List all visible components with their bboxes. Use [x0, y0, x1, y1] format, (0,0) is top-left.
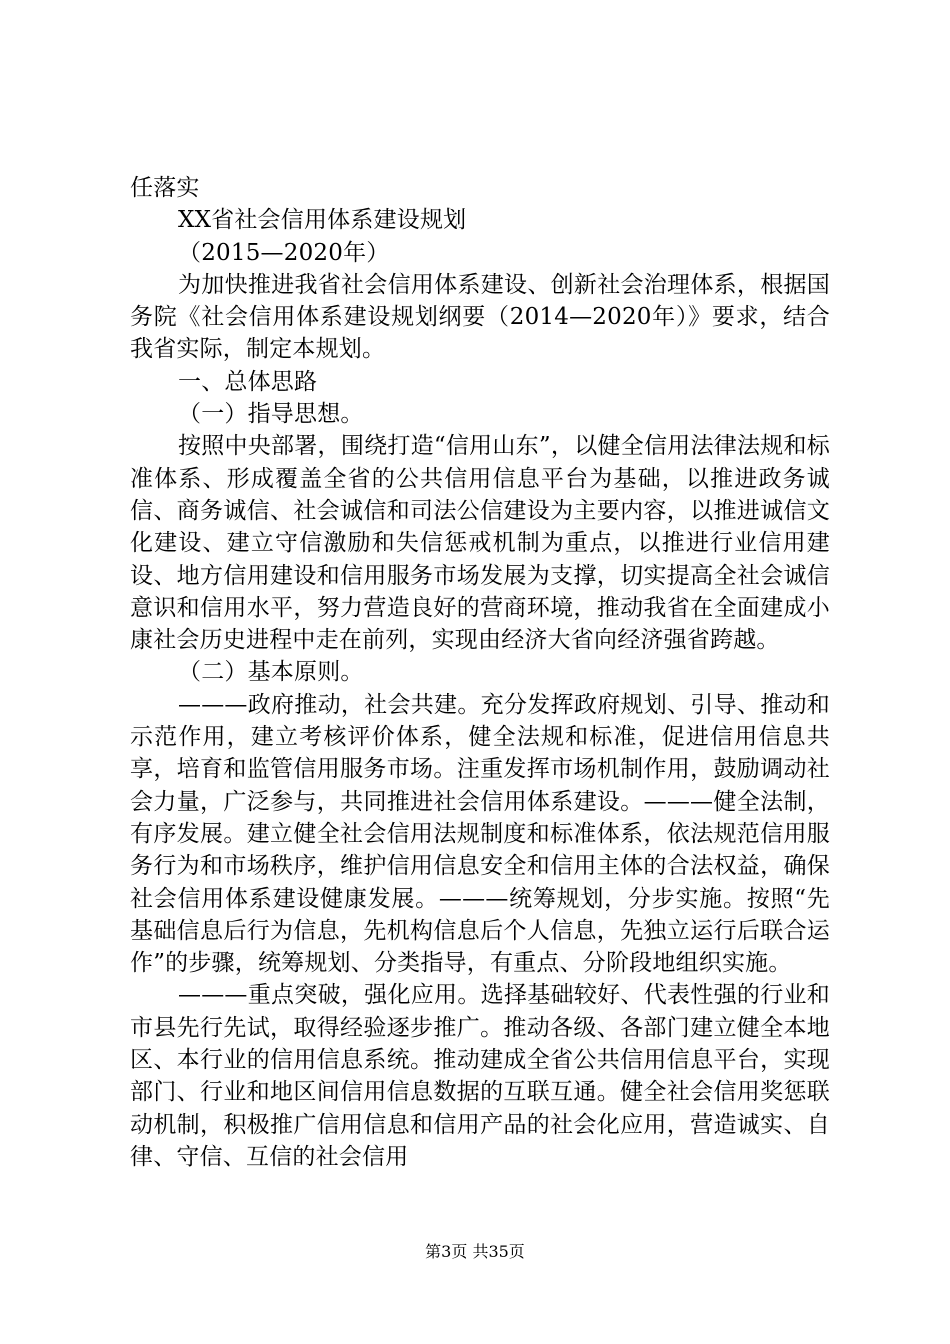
plan-title: XX省社会信用体系建设规划 — [178, 207, 467, 234]
paragraph-principles-2: ———重点突破，强化应用。选择基础较好、代表性强的行业和市县先行先试，取得经验逐步推广。推动各级、各部门建立健全本地区、本行业的信用信息系统。推动建成全省公共信用信息平台，实现部门、行业和地区间信用信息数据的互联互通。健全社会信用奖惩联动机制，积极推广信用信息和信用产品的社会化应用，营造诚实、自律、守信、互信的社会信用 — [130, 982, 830, 1170]
document-body — [130, 172, 830, 1173]
paragraph-intro: 为加快推进我省社会信用体系建设、创新社会治理体系，根据国务院《社会信用体系建设规划纲要（2014—2020年）》要求，结合我省实际，制定本规划。 — [130, 271, 830, 363]
page-footer — [0, 1242, 950, 1262]
paragraph-guiding-thought: 按照中央部署，围绕打造“信用山东”，以健全信用法律法规和标准体系、形成覆盖全省的公共信用信息平台为基础，以推进政务诚信、商务诚信、社会诚信和司法公信建设为主要内容，以推进诚信文化建设、建立守信激励和失信惩戒机制为重点，以推进行业信用建设、地方信用建设和信用服务市场发展为支撑，切实提高全社会诚信意识和信用水平，努力营造良好的营商环境，推动我省在全面建成小康社会历史进程中走在前列，实现由经济大省向经济强省跨越。 — [130, 433, 830, 654]
subheading-guiding-thought: （一）指导思想。 — [178, 401, 364, 428]
paragraph-principles-1: ———政府推动，社会共建。充分发挥政府规划、引导、推动和示范作用，建立考核评价体系，健全法规和标准，促进信用信息共享，培育和监管信用服务市场。注重发挥市场机制作用，鼓励调动社会力量，广泛参与，共同推进社会信用体系建设。———健全法制，有序发展。建立健全社会信用法规制度和标准体系，依法规范信用服务行为和市场秩序，维护信用信息安全和信用主体的合法权益，确保社会信用体系建设健康发展。———统筹规划，分步实施。按照“先基础信息后行为信息，先机构信息后个人信息，先独立运行后联合运作”的步骤，统筹规划、分类指导，有重点、分阶段地组织实施。 — [130, 691, 830, 977]
plan-period: （2015—2020年） — [178, 239, 390, 266]
paragraph-continuation: 任落实 — [130, 175, 200, 201]
page-number: 第3页 共35页 — [425, 1242, 525, 1261]
section-heading-overall: 一、总体思路 — [178, 368, 318, 395]
subheading-basic-principles: （二）基本原则。 — [178, 659, 364, 686]
